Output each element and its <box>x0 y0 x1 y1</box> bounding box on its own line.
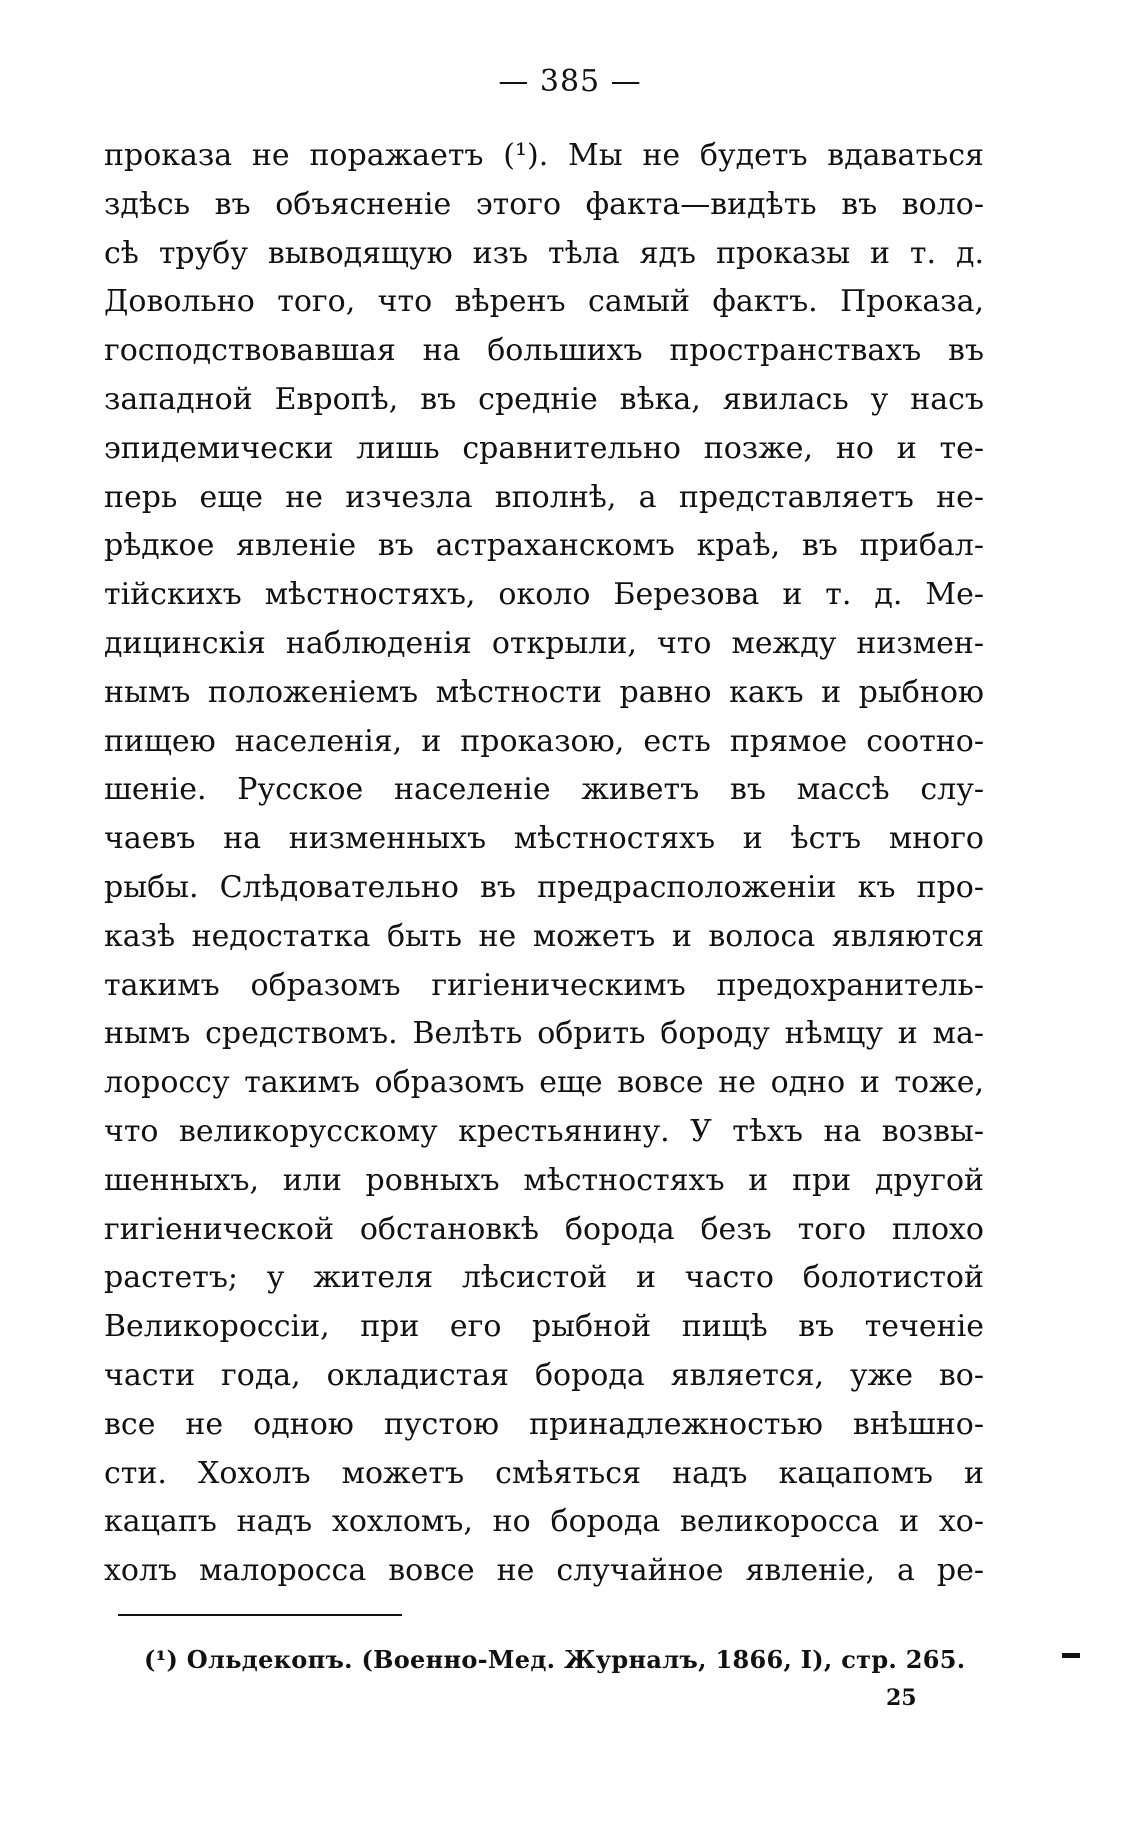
text-line: части года, окладистая борода является, уже во- <box>104 1357 984 1393</box>
text-line: рыбы. Слѣдовательно въ предрасположеніи къ про- <box>104 869 984 905</box>
text-line: рѣдкое явленіе въ астраханскомъ краѣ, въ прибал- <box>104 528 984 564</box>
text-line: кацапъ надъ хохломъ, но борода великоросса и хо- <box>104 1504 984 1540</box>
text-line: пищею населенія, и проказою, есть прямое соотно- <box>104 723 984 759</box>
body-text <box>104 132 984 1596</box>
text-line: растетъ; у жителя лѣсистой и часто болотистой <box>104 1260 984 1296</box>
text-line: здѣсь въ объясненіе этого факта—видѣть въ воло- <box>104 186 984 222</box>
text-line: Великороссіи, при его рыбной пищѣ въ теченіе <box>104 1309 984 1345</box>
text-line: гигіенической обстановкѣ борода безъ того плохо <box>104 1211 984 1247</box>
text-line: сти. Хохолъ можетъ смѣяться надъ кацапомъ и <box>104 1455 984 1491</box>
text-line: проказа не поражаетъ (¹). Мы не будетъ вдаваться <box>104 138 984 173</box>
text-line: чаевъ на низменныхъ мѣстностяхъ и ѣстъ много <box>104 821 984 857</box>
text-line: лороссу такимъ образомъ еще вовсе не одно и тоже, <box>104 1065 984 1101</box>
page-number: — 385 — <box>498 64 642 99</box>
text-line: Довольно того, что вѣренъ самый фактъ. Проказа, <box>104 284 984 320</box>
footnote-rule <box>118 1614 402 1616</box>
text-line: эпидемически лишь сравнительно позже, но и те- <box>104 430 984 466</box>
footnote: (¹) Ольдекопъ. (Военно-Мед. Журналъ, 1866, I), стр. 265. <box>144 1645 966 1674</box>
text-line: господствовавшая на большихъ пространствахъ въ <box>104 333 984 369</box>
text-line: казѣ недостатка быть не можетъ и волоса являются <box>104 918 984 954</box>
text-line: холъ малоросса вовсе не случайное явленіе, а ре- <box>104 1553 984 1589</box>
text-line: нымъ средствомъ. Велѣть обрить бороду нѣмцу и ма- <box>104 1016 984 1052</box>
text-line: дицинскія наблюденія открыли, что между низмен- <box>104 625 984 661</box>
text-line: перь еще не изчезла вполнѣ, а представляетъ не- <box>104 479 984 515</box>
text-line: сѣ трубу выводящую изъ тѣла ядъ проказы и т. д. <box>104 235 984 271</box>
text-line: шенныхъ, или ровныхъ мѣстностяхъ и при другой <box>104 1162 984 1198</box>
signature-mark: 25 <box>886 1685 917 1711</box>
text-line: шеніе. Русское населеніе живетъ въ массѣ слу- <box>104 772 984 808</box>
text-line: западной Европѣ, въ средніе вѣка, явилась у насъ <box>104 381 984 417</box>
text-line: такимъ образомъ гигіеническимъ предохранитель- <box>104 967 984 1003</box>
text-line: что великорусскому крестьянину. У тѣхъ на возвы- <box>104 1113 984 1149</box>
text-line: все не одною пустою принадлежностью внѣшно- <box>104 1406 984 1442</box>
text-line: тійскихъ мѣстностяхъ, около Березова и т. д. Ме- <box>104 577 984 613</box>
edge-mark <box>1062 1653 1080 1658</box>
text-line: нымъ положеніемъ мѣстности равно какъ и рыбною <box>104 674 984 710</box>
